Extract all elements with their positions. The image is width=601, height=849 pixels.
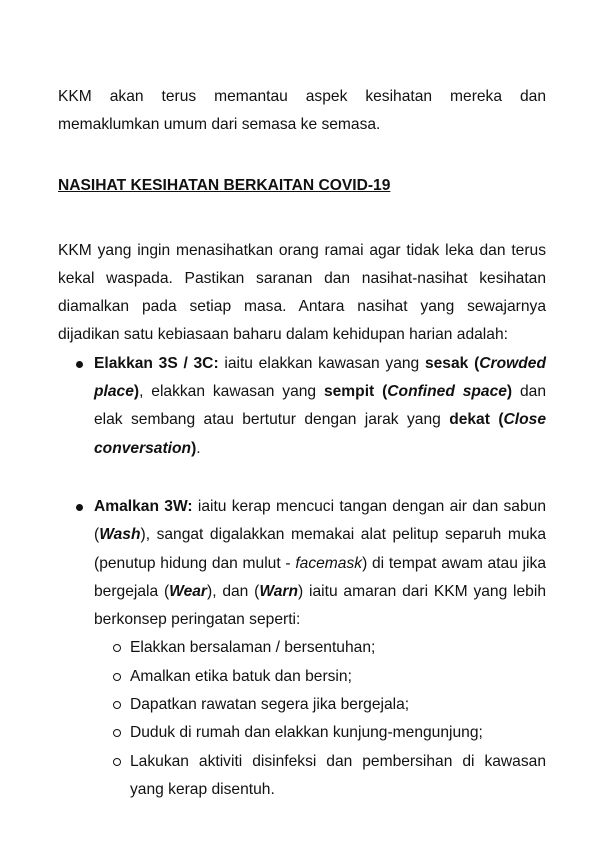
paren: ) bbox=[191, 439, 197, 457]
emphasis-term: sempit bbox=[323, 383, 375, 401]
circle-bullet-icon bbox=[113, 644, 121, 652]
advice-list bbox=[58, 350, 546, 804]
advice-item-text bbox=[94, 493, 546, 634]
bullet-icon bbox=[76, 361, 83, 368]
advice-item-3w bbox=[58, 493, 546, 804]
emphasis-term: dekat bbox=[449, 411, 490, 429]
text-run: . bbox=[196, 439, 201, 457]
list-item-text: Elakkan bersalaman / bersentuhan; bbox=[130, 639, 376, 657]
english-term: Close conversation bbox=[94, 411, 546, 457]
advice-lead: Amalkan 3W: bbox=[94, 497, 193, 515]
text-run: ) di tempat awam atau jika bergejala ( bbox=[94, 554, 546, 600]
advice-lead: Elakkan 3S / 3C: bbox=[94, 354, 219, 372]
advice-intro-paragraph: KKM yang ingin menasihatkan orang ramai agar tidak leka dan terus kekal waspada. Pastikan saranan dan nasihat-nasihat kesihatan diamalkan pada setiap masa. Antara nasihat yang sewajarnya dijadikan satu kebiasaan baharu dalam kehidupan harian adalah: bbox=[58, 241, 546, 344]
text-run: ) iaitu amaran dari KKM yang lebih berkonsep peringatan seperti: bbox=[94, 582, 546, 629]
english-term: Warn bbox=[259, 582, 299, 600]
list-item bbox=[94, 748, 546, 805]
list-item bbox=[94, 634, 546, 662]
paren: ) bbox=[506, 383, 513, 401]
list-item-text: Lakukan aktiviti disinfeksi dan pembersihan di kawasan yang kerap disentuh. bbox=[130, 752, 546, 798]
english-term: Wash bbox=[99, 526, 141, 544]
text-run bbox=[374, 383, 382, 400]
list-item-text: Amalkan etika batuk dan bersin; bbox=[130, 667, 352, 685]
document-page bbox=[58, 83, 546, 804]
warn-sublist bbox=[94, 634, 546, 804]
emphasis-term: sesak bbox=[424, 354, 469, 372]
list-item-text: Duduk di rumah dan elakkan kunjung-mengunjung; bbox=[130, 724, 483, 742]
text-run: dan elak sembang atau bertutur dengan jarak yang bbox=[94, 383, 546, 429]
text-run: iaitu elakkan kawasan yang bbox=[218, 354, 425, 372]
text-run: ), dan ( bbox=[207, 582, 260, 600]
circle-bullet-icon bbox=[113, 758, 121, 766]
english-term: Wear bbox=[169, 582, 207, 600]
list-item-text: Dapatkan rawatan segera jika bergejala; bbox=[130, 696, 410, 714]
circle-bullet-icon bbox=[113, 729, 121, 737]
paren: ) bbox=[133, 383, 140, 401]
circle-bullet-icon bbox=[113, 673, 121, 681]
list-item bbox=[94, 691, 546, 719]
circle-bullet-icon bbox=[113, 701, 121, 709]
list-item bbox=[94, 663, 546, 691]
text-run: ), sangat digalakkan memakai alat pelitup separuh muka (penutup hidung dan mulut - bbox=[94, 526, 546, 572]
text-run: iaitu kerap mencuci tangan dengan air dan sabun ( bbox=[94, 497, 546, 544]
section-heading: NASIHAT KESIHATAN BERKAITAN COVID-19 bbox=[58, 176, 391, 194]
text-run: , elakkan kawasan yang bbox=[139, 383, 324, 401]
advice-item-text bbox=[94, 350, 546, 463]
paren: ( bbox=[382, 383, 388, 401]
advice-item-3s-3c bbox=[58, 350, 546, 463]
bullet-icon bbox=[76, 504, 83, 511]
paren: ( bbox=[498, 411, 504, 429]
english-term: facemask bbox=[295, 554, 363, 572]
english-term: Crowded place bbox=[94, 354, 546, 401]
paren: ( bbox=[474, 354, 480, 372]
english-term: Confined space bbox=[387, 383, 507, 401]
list-item bbox=[94, 719, 546, 747]
intro-paragraph: KKM akan terus memantau aspek kesihatan mereka dan memaklumkan umum dari semasa ke semasa. bbox=[58, 88, 546, 134]
